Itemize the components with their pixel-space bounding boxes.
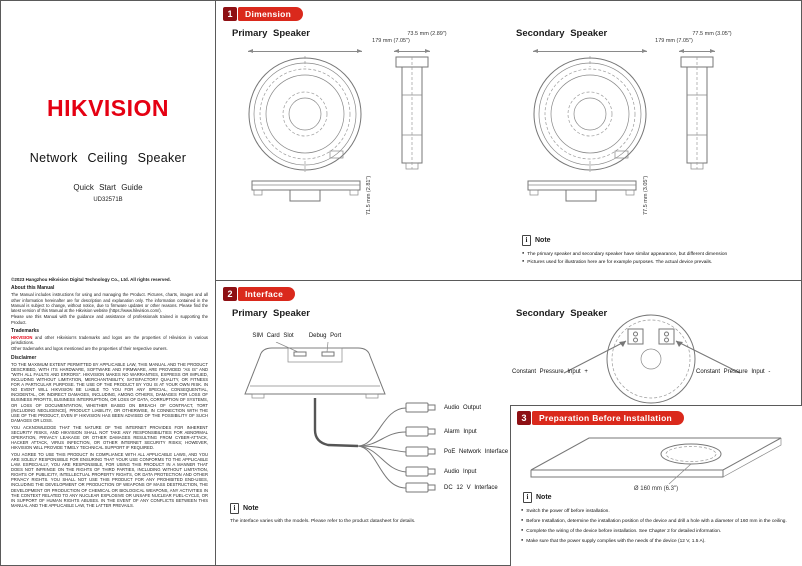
section-3-header [517, 411, 684, 425]
section-3-title: Preparation Before Installation [532, 411, 684, 425]
primary-interface-drawing [230, 342, 442, 502]
primary-speaker-label: Primary Speaker [232, 308, 310, 319]
secondary-depth-dimension: 77.5 mm (3.05") [692, 31, 732, 37]
disclaimer-paragraph: TO THE MAXIMUM EXTENT PERMITTED BY APPLICABLE LAW, THIS MANUAL AND THE PRODUCT DESCRIBED, WITH ITS HARDWARE, SOFTWARE AND FIRMWARE, ARE PROVIDED "AS IS" AND "WITH ALL FAULTS AND ERRORS". HIKVISION MAKES NO WARRANTIES, EXPRESS OR IMPLIED, INCLUDING WITHOUT LIMITATION, MERCHANTABILITY, SATISFACTORY QUALITY, OR FITNESS FOR A PARTICULAR PURPOSE. THE USE OF THE PRODUCT BY YOU IS AT YOUR OWN RISK. IN NO EVENT WILL HIKVISION BE LIABLE TO YOU FOR ANY SPECIAL, CONSEQUENTIAL, INCIDENTAL, OR INDIRECT DAMAGES, INCLUDING, AMONG OTHERS, DAMAGES FOR LOSS OF BUSINESS PROFITS, BUSINESS INTERRUPTION, OR LOSS OF DATA, CORRUPTION OF SYSTEMS, OR LOSS OF DOCUMENTATION, WHETHER BASED ON BREACH OF CONTRACT, TORT (INCLUDING NEGLIGENCE), PRODUCT LIABILITY, OR OTHERWISE, IN CONNECTION WITH THE USE OF THE PRODUCT, EVEN IF HIKVISION HAS BEEN ADVISED OF THE POSSIBILITY OF SUCH DAMAGES OR LOSS. [11, 361, 208, 423]
note-title: Note [536, 494, 552, 501]
section-3-number: 3 [517, 411, 531, 425]
primary-speaker-front-drawing [246, 55, 364, 173]
secondary-speaker-front-drawing [531, 55, 649, 173]
product-title: Network Ceiling Speaker [29, 151, 187, 165]
dimension-line [533, 51, 647, 52]
note-block [522, 235, 551, 246]
primary-width-dimension: 179 mm (7.05") [372, 38, 410, 44]
connector-label-poe-network-interface: PoE Network Interface [444, 449, 509, 455]
guide-subtitle: Quick Start Guide [73, 183, 143, 192]
trademarks-heading: Trademarks [11, 327, 40, 334]
note-icon: i [523, 492, 532, 503]
section-preparation [510, 405, 802, 566]
disclaimer-paragraph: YOU ACKNOWLEDGE THAT THE NATURE OF THE INTERNET PROVIDES FOR INHERENT SECURITY RISKS, AND HIKVISION SHALL NOT TAKE ANY RESPONSIBILITIES FOR ABNORMAL OPERATION, PRIVACY LEAKAGE OR OTHER DAMAGES RESULTING FROM CYBER-ATTACK, HACKER ATTACK, VIRUS INFECTION, OR OTHER INTERNET SECURITY RISKS; HOWEVER, HIKVISION WILL PROVIDE TIMELY TECHNICAL SUPPORT IF REQUIRED. [11, 424, 208, 451]
about-heading: About this Manual [11, 285, 55, 292]
constant-pressure-input-plus-label: Constant Pressure Input + [512, 369, 588, 375]
note-list [521, 508, 797, 546]
section-2-number: 2 [223, 287, 237, 301]
constant-pressure-input-minus-label: Constant Pressure Input - [696, 369, 771, 375]
trademarks-text: and other Hikvision's trademarks and logos are the properties of Hikvision in various jurisdictions. [11, 334, 208, 345]
note-item: ● Before Installation, determine the installation position of the device and drill a hole with a diameter of 160 mm in the ceiling. [521, 518, 797, 526]
connector-label-audio-output: Audio Output [444, 405, 482, 411]
about-paragraph: Please use this Manual with the guidance and assistance of professionals trained in supporting the Product. [11, 314, 208, 325]
dimension-line [394, 51, 430, 52]
note-title: Note [243, 505, 259, 512]
primary-depth-dimension: 73.5 mm (2.89") [407, 31, 447, 37]
note-block [523, 492, 552, 503]
secondary-speaker-label: Secondary Speaker [516, 28, 608, 39]
note-item: ● The primary speaker and secondary speaker have similar appearance, but different dimension [522, 251, 800, 259]
note-block [230, 503, 259, 514]
secondary-width-dimension: 179 mm (7.05") [655, 38, 693, 44]
note-text: The interface varies with the models. Please refer to the product datasheet for details. [230, 519, 416, 524]
debug-port-label: Debug Port [308, 333, 342, 339]
section-2-header [223, 287, 295, 301]
note-title: Note [535, 237, 551, 244]
secondary-interface-drawing [546, 307, 758, 411]
connector-label-alarm-input: Alarm Input [444, 429, 477, 435]
hole-diameter-label: Ø 160 mm (6.3") [633, 486, 679, 492]
section-1-number: 1 [223, 7, 237, 21]
sim-card-slot-label: SIM Card Slot [252, 333, 294, 339]
primary-speaker-label: Primary Speaker [232, 28, 310, 39]
note-list [522, 251, 800, 267]
copyright-text: ©2023 Hangzhou Hikvision Digital Technology Co., Ltd. All rights reserved. [11, 277, 171, 282]
disclaimer-heading: Disclaimer [11, 354, 37, 361]
hikvision-logo: HIKVISION [46, 95, 170, 121]
primary-height-dimension: 71.5 mm (2.81") [366, 175, 372, 215]
inline-hikvision-logo: HIKVISION [11, 334, 33, 340]
note-icon: i [522, 235, 531, 246]
note-item: ● Make sure that the power supply complies with the needs of the device (12 V, 1.5 A). [521, 538, 797, 546]
secondary-speaker-side-drawing [679, 55, 715, 173]
connector-label-dc12v-interface: DC 12 V Interface [444, 485, 498, 491]
ceiling-cutout-drawing [523, 430, 791, 486]
dimension-line [248, 51, 362, 52]
section-1-header [223, 7, 303, 21]
legal-text-block [11, 277, 208, 510]
trademarks-paragraph [11, 335, 208, 345]
connector-label-audio-input: Audio Input [444, 469, 477, 475]
section-2-title: Interface [238, 287, 295, 301]
section-dimension [216, 0, 802, 281]
note-item: ● Pictures used for illustration here are for example purposes. The actual device prevails. [522, 259, 800, 267]
dimension-line [679, 51, 715, 52]
primary-speaker-bottom-drawing [250, 179, 362, 205]
section-1-title: Dimension [238, 7, 303, 21]
cover-panel [0, 0, 216, 566]
secondary-speaker-label: Secondary Speaker [516, 308, 608, 319]
note-item: ● Complete the wiring of the device before installation. See Chapter 2 for detailed information. [521, 528, 797, 536]
trademarks-paragraph: Other trademarks and logos mentioned are the properties of their respective owners. [11, 346, 168, 352]
about-paragraph: The Manual includes instructions for using and managing the Product. Pictures, charts, images and all other information hereinafter are for description and explanation only. The information contained in the Manual is subject to change, without notice, due to firmware updates or other reasons. Please find the latest version of this Manual at the Hikvision website (https://www.hikvision.com/). [11, 292, 208, 313]
primary-speaker-side-drawing [394, 55, 430, 173]
secondary-speaker-bottom-drawing [526, 179, 638, 205]
note-icon: i [230, 503, 239, 514]
disclaimer-paragraph: YOU AGREE TO USE THIS PRODUCT IN COMPLIANCE WITH ALL APPLICABLE LAWS, AND YOU ARE SOLELY RESPONSIBLE FOR ENSURING THAT YOUR USE CONFORMS TO THE APPLICABLE LAW. ESPECIALLY, YOU ARE RESPONSIBLE, FOR USING THIS PRODUCT IN A MANNER THAT DOES NOT INFRINGE ON THE RIGHTS OF THIRD PARTIES, INCLUDING WITHOUT LIMITATION, RIGHTS OF PUBLICITY, INTELLECTUAL PROPERTY RIGHTS, OR DATA PROTECTION AND OTHER PRIVACY RIGHTS. YOU SHALL NOT USE THIS PRODUCT FOR ANY PROHIBITED END-USES, INCLUDING THE DEVELOPMENT OR PRODUCTION OF WEAPONS OF MASS DESTRUCTION, THE DEVELOPMENT OR PRODUCTION OF CHEMICAL OR BIOLOGICAL WEAPONS, ANY ACTIVITIES IN THE CONTEXT RELATED TO ANY NUCLEAR EXPLOSIVE OR UNSAFE NUCLEAR FUEL-CYCLE, OR IN SUPPORT OF HUMAN RIGHTS ABUSES. IN THE EVENT OF ANY CONFLICTS BETWEEN THIS MANUAL AND THE APPLICABLE LAW, THE LATTER PREVAILS. [11, 451, 208, 508]
secondary-height-dimension: 77.5 mm (3.05") [643, 175, 649, 215]
document-code: UD32571B [93, 197, 123, 203]
note-item: ● Switch the power off before installation. [521, 508, 797, 516]
